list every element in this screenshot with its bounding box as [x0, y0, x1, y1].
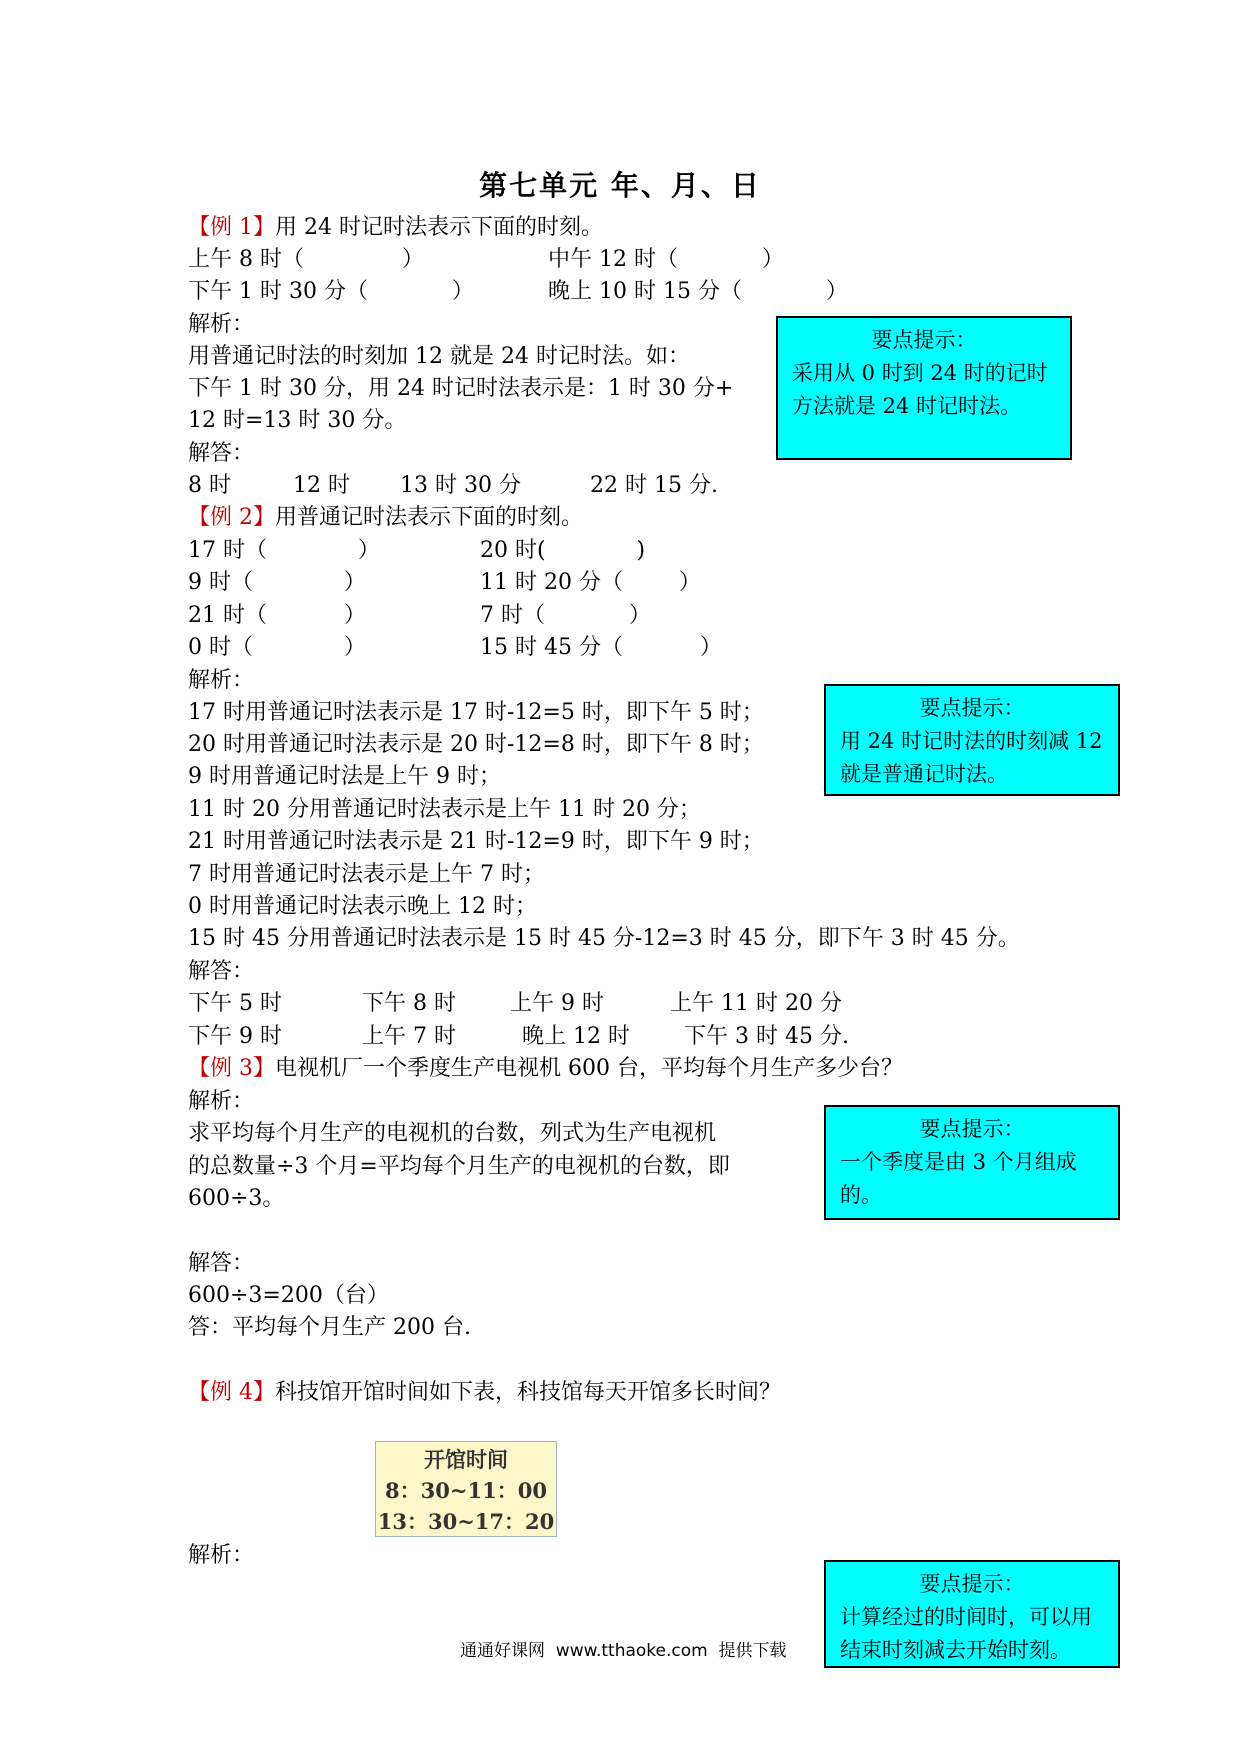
answer-text: 下午 3 时 45 分. [684, 1024, 849, 1049]
answer-text: 12 时 [293, 473, 350, 498]
example-3-question [188, 1053, 903, 1085]
item-text: 中午 12 时（ ） [548, 247, 784, 272]
item-text: 11 时 20 分（ ） [480, 570, 701, 595]
tip-text: 用 24 时记时法的时刻减 12 就是普通记时法。 [840, 729, 1103, 786]
schedule-heading: 开馆时间 [424, 1447, 508, 1472]
answer-text: 上午 7 时 [362, 1024, 456, 1049]
analysis-text: 21 时用普通记时法表示是 21 时-12=9 时，即下午 9 时； [188, 829, 764, 854]
tip-box [824, 684, 1120, 796]
answer-text: 答：平均每个月生产 200 台. [188, 1315, 471, 1340]
tip-text: 计算经过的时间时，可以用结束时刻减去开始时刻。 [840, 1605, 1092, 1662]
analysis-text: 15 时 45 分用普通记时法表示是 15 时 45 分-12=3 时 45 分，即下午 3 时 45 分。 [188, 926, 1020, 951]
analysis-text: 下午 1 时 30 分，用 24 时记时法表示是：1 时 30 分+ [188, 376, 734, 401]
answer-text: 13 时 30 分 [400, 473, 521, 498]
item-text: 17 时（ ） [188, 538, 380, 563]
analysis-text: 9 时用普通记时法是上午 9 时； [188, 764, 501, 789]
answer-text: 8 时 [188, 473, 231, 498]
item-text: 0 时（ ） [188, 635, 366, 660]
analysis-text: 0 时用普通记时法表示晚上 12 时； [188, 894, 537, 919]
tip-box [776, 316, 1072, 460]
analysis-text: 17 时用普通记时法表示是 17 时-12=5 时，即下午 5 时； [188, 700, 764, 725]
answer-text: 下午 8 时 [362, 991, 456, 1016]
answer-text: 600÷3=200（台） [188, 1283, 389, 1308]
footer-credit: 通通好课网 www.tthaoke.com 提供下载 [460, 1641, 787, 1661]
schedule-table [375, 1441, 557, 1537]
analysis-label: 解析： [188, 668, 255, 693]
answer-text: 22 时 15 分. [590, 473, 718, 498]
analysis-label: 解析： [188, 1543, 255, 1568]
answer-label: 解答： [188, 1251, 255, 1276]
item-text: 15 时 45 分（ ） [480, 635, 722, 660]
example-tag: 【例 1】 [188, 215, 275, 240]
item-text: 21 时（ ） [188, 603, 366, 628]
analysis-text: 12 时=13 时 30 分。 [188, 408, 407, 433]
item-text: 上午 8 时（ ） [188, 247, 424, 272]
analysis-text: 求平均每个月生产的电视机的台数，列式为生产电视机 [188, 1121, 717, 1146]
tip-box [824, 1560, 1120, 1668]
answer-text: 上午 11 时 20 分 [670, 991, 842, 1016]
tip-box [824, 1105, 1120, 1220]
analysis-text: 的总数量÷3 个月=平均每个月生产的电视机的台数，即 [188, 1154, 730, 1179]
item-text: 晚上 10 时 15 分（ ） [548, 279, 848, 304]
question-text: 电视机厂一个季度生产电视机 600 台，平均每个月生产多少台？ [275, 1056, 903, 1081]
answer-text: 下午 9 时 [188, 1024, 282, 1049]
tip-heading: 要点提示： [919, 1572, 1025, 1596]
example-tag: 【例 3】 [188, 1056, 275, 1081]
tip-text: 采用从 0 时到 24 时的记时方法就是 24 时记时法。 [792, 361, 1048, 418]
example-tag: 【例 2】 [188, 505, 275, 530]
answer-text: 晚上 12 时 [522, 1024, 630, 1049]
analysis-label: 解析： [188, 312, 255, 337]
question-text: 科技馆开馆时间如下表，科技馆每天开馆多长时间？ [275, 1380, 782, 1405]
answer-label: 解答： [188, 441, 255, 466]
item-text: 9 时（ ） [188, 570, 366, 595]
question-text: 用 24 时记时法表示下面的时刻。 [275, 215, 603, 240]
analysis-text: 20 时用普通记时法表示是 20 时-12=8 时，即下午 8 时； [188, 732, 764, 757]
analysis-text: 用普通记时法的时刻加 12 就是 24 时记时法。如： [188, 344, 690, 369]
answer-label: 解答： [188, 959, 255, 984]
analysis-text: 7 时用普通记时法表示是上午 7 时； [188, 862, 545, 887]
example-2-question [188, 502, 583, 534]
analysis-label: 解析： [188, 1089, 255, 1114]
example-1-question [188, 212, 603, 244]
tip-heading: 要点提示： [871, 328, 977, 352]
answer-text: 上午 9 时 [510, 991, 604, 1016]
item-text: 下午 1 时 30 分（ ） [188, 279, 474, 304]
example-4-question [188, 1377, 781, 1409]
tip-heading: 要点提示： [919, 696, 1025, 720]
analysis-text: 600÷3。 [188, 1186, 285, 1211]
analysis-text: 11 时 20 分用普通记时法表示是上午 11 时 20 分； [188, 797, 701, 822]
item-text: 20 时( ) [480, 538, 646, 563]
item-text: 7 时（ ） [480, 603, 651, 628]
question-text: 用普通记时法表示下面的时刻。 [275, 505, 584, 530]
schedule-row: 8：30~11：00 [385, 1478, 547, 1503]
schedule-row: 13：30~17：20 [377, 1509, 555, 1534]
page-title: 第七单元 年、月、日 [479, 169, 761, 202]
answer-text: 下午 5 时 [188, 991, 282, 1016]
tip-text: 一个季度是由 3 个月组成的。 [840, 1150, 1077, 1207]
example-tag: 【例 4】 [188, 1380, 275, 1405]
tip-heading: 要点提示： [919, 1117, 1025, 1141]
